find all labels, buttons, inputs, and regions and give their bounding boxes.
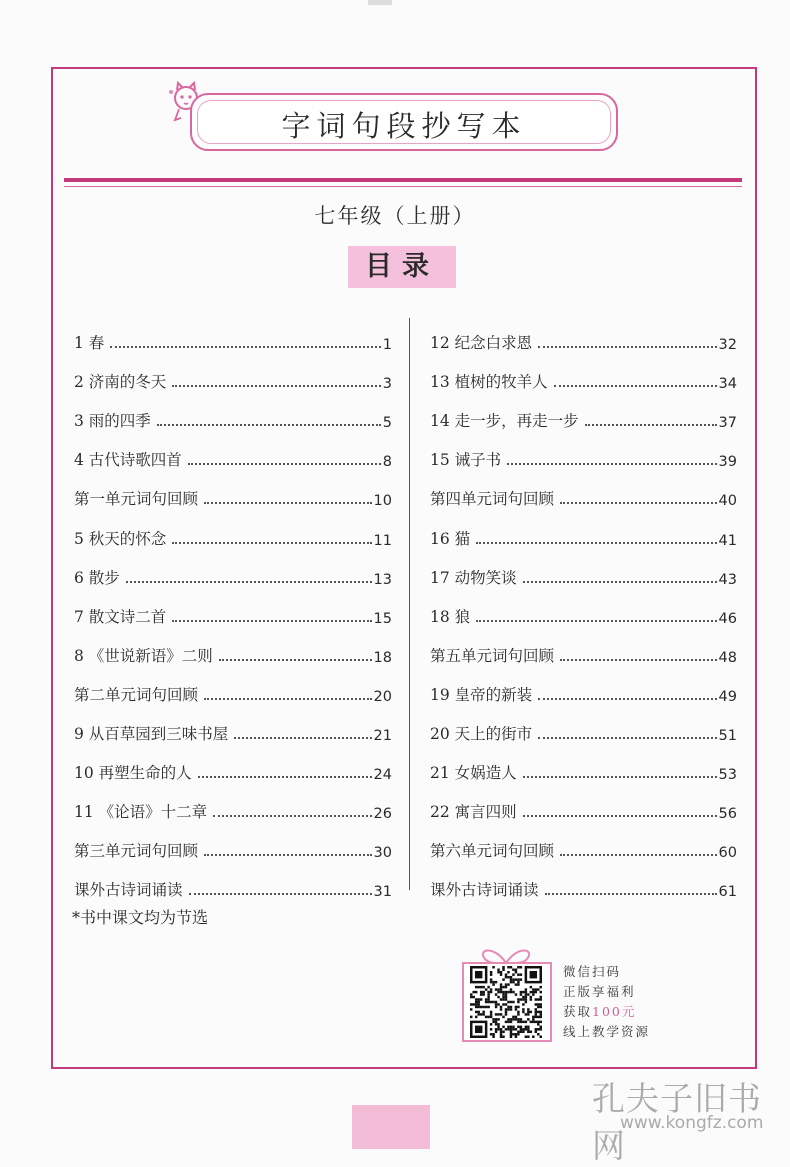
- toc-entry-leader: [110, 346, 380, 348]
- toc-entry-page: 37: [718, 415, 737, 432]
- toc-entry-title: 6 散步: [74, 568, 120, 587]
- toc-entry-title: 第一单元词句回顾: [74, 490, 199, 509]
- toc-entry-page: 18: [373, 649, 392, 666]
- toc-entry-page: 31: [373, 884, 392, 901]
- promo-line-4: 线上教学资源: [563, 1024, 651, 1039]
- promo-line-3: [563, 1002, 650, 1022]
- toc-entry-title: 21 女娲造人: [430, 764, 517, 783]
- toc-entry-leader: [213, 815, 371, 817]
- toc-entry-leader: [585, 424, 717, 426]
- toc-entry: [74, 318, 392, 357]
- toc-entry-leader: [507, 463, 716, 465]
- toc-entry: [74, 787, 392, 826]
- toc-entry-leader: [545, 893, 717, 895]
- toc-entry: [430, 748, 737, 787]
- toc-entry-title: 22 寓言四则: [430, 803, 517, 822]
- toc-entry-page: 20: [373, 688, 392, 705]
- toc-entry-page: 11: [373, 532, 392, 549]
- toc-entry-leader: [560, 659, 717, 661]
- toc-entry: [430, 396, 737, 435]
- toc-entry-page: 49: [718, 688, 737, 705]
- toc-entry: [430, 474, 737, 513]
- toc-entry: [430, 553, 737, 592]
- toc-entry-page: 1: [382, 337, 392, 354]
- top-edge-mark: [368, 0, 392, 5]
- toc-entry: [430, 357, 737, 396]
- toc-entry-leader: [204, 502, 372, 504]
- toc-entry-title: 7 散文诗二首: [74, 607, 167, 626]
- toc-entry-page: 43: [718, 571, 737, 588]
- toc-entry: [430, 513, 737, 552]
- toc-entry-title: 5 秋天的怀念: [74, 529, 167, 548]
- toc-entry-page: 61: [718, 884, 737, 901]
- toc-entry-leader: [523, 815, 717, 817]
- toc-entry: [74, 474, 392, 513]
- toc-entry-leader: [523, 581, 717, 583]
- toc-entry: [74, 748, 392, 787]
- toc-entry-title: 课外古诗词诵读: [74, 881, 183, 900]
- toc-entry-leader: [204, 698, 372, 700]
- toc-entry-page: 53: [718, 767, 737, 784]
- book-title: 字词句段抄写本: [281, 109, 527, 143]
- toc-entry: [430, 787, 737, 826]
- toc-entry-title: 16 猫: [430, 529, 471, 548]
- toc-entry-leader: [538, 698, 716, 700]
- toc-entry-leader: [219, 659, 372, 661]
- promo-text: [563, 962, 650, 1042]
- toc-entry-page: 40: [718, 493, 737, 510]
- toc-entry-page: 3: [382, 376, 392, 393]
- toc-entry-title: 20 天上的街市: [430, 725, 533, 744]
- toc-entry-page: 60: [718, 845, 737, 862]
- toc-entry-title: 4 古代诗歌四首: [74, 451, 182, 470]
- toc-entry: [74, 631, 392, 670]
- toc-entry: [74, 553, 392, 592]
- toc-entry-leader: [157, 424, 381, 426]
- toc-entry: [74, 709, 392, 748]
- toc-entry-leader: [476, 620, 716, 622]
- toc-entry-leader: [172, 620, 371, 622]
- toc-entry: [430, 709, 737, 748]
- toc-entry-leader: [560, 502, 717, 504]
- toc-entry-title: 18 狼: [430, 607, 471, 626]
- toc-entry: [74, 670, 392, 709]
- toc-entry-title: 15 诫子书: [430, 451, 502, 470]
- toc-entry-page: 34: [718, 376, 737, 393]
- header-rule-thick: [64, 178, 742, 182]
- toc-entry-leader: [560, 854, 717, 856]
- toc-entry-page: 21: [373, 728, 392, 745]
- toc-entry-title: 19 皇帝的新装: [430, 685, 533, 704]
- toc-entry-title: 13 植树的牧羊人: [430, 373, 548, 392]
- header-rule-thin: [64, 186, 742, 187]
- toc-entry-page: 48: [718, 649, 737, 666]
- toc-entry-leader: [204, 854, 372, 856]
- toc-entry-title: 10 再塑生命的人: [74, 764, 192, 783]
- toc-entry-page: 39: [718, 454, 737, 471]
- toc-entry-leader: [523, 776, 717, 778]
- toc-entry-title: 1 春: [74, 334, 105, 353]
- toc-entry-leader: [198, 776, 372, 778]
- toc-entry-page: 51: [718, 728, 737, 745]
- toc-entry: [74, 396, 392, 435]
- toc-entry-title: 9 从百草园到三味书屋: [74, 725, 229, 744]
- excerpt-note: *书中课文均为节选: [72, 908, 209, 927]
- toc-entry: [430, 631, 737, 670]
- toc-entry: [430, 318, 737, 357]
- toc-column-divider: [409, 318, 410, 890]
- toc-entry-title: 14 走一步，再走一步: [430, 412, 579, 431]
- toc-entry-leader: [554, 385, 717, 387]
- toc-entry-title: 11 《论语》十二章: [74, 803, 208, 822]
- toc-heading: 目录: [348, 246, 456, 288]
- toc-entry: [74, 513, 392, 552]
- toc-entry-page: 13: [373, 571, 392, 588]
- toc-entry-page: 41: [718, 532, 737, 549]
- bottom-page-tab: [352, 1105, 430, 1149]
- watermark-url: www.kongfz.com: [620, 1113, 764, 1133]
- toc-entry-page: 5: [382, 415, 392, 432]
- toc-entry: [430, 865, 737, 904]
- toc-right-column: [430, 318, 737, 904]
- toc-entry: [430, 826, 737, 865]
- toc-entry-title: 第五单元词句回顾: [430, 646, 555, 665]
- toc-entry-page: 10: [373, 493, 392, 510]
- promo-line-1: 微信扫码: [563, 964, 622, 979]
- toc-entry: [74, 592, 392, 631]
- promo-line-3-prefix: 获取: [563, 1004, 593, 1019]
- toc-entry-title: 第四单元词句回顾: [430, 490, 555, 509]
- toc-entry-leader: [172, 542, 371, 544]
- toc-entry-page: 15: [373, 610, 392, 627]
- toc-entry-page: 56: [718, 806, 737, 823]
- toc-entry-leader: [172, 385, 380, 387]
- toc-entry-title: 17 动物笑谈: [430, 568, 517, 587]
- toc-entry: [430, 670, 737, 709]
- watermark-text: 孔夫子旧书网: [592, 1079, 762, 1165]
- toc-entry-page: 24: [373, 767, 392, 784]
- toc-entry: [430, 435, 737, 474]
- toc-entry-title: 第二单元词句回顾: [74, 685, 199, 704]
- toc-left-column: [74, 318, 392, 904]
- toc-entry-title: 8 《世说新语》二则: [74, 646, 213, 665]
- toc-entry-leader: [188, 463, 381, 465]
- grade-subtitle: 七年级（上册）: [314, 204, 476, 228]
- toc-entry-title: 2 济南的冬天: [74, 373, 167, 392]
- toc-entry-leader: [189, 893, 372, 895]
- toc-entry-title: 课外古诗词诵读: [430, 881, 539, 900]
- toc-entry: [430, 592, 737, 631]
- toc-entry-leader: [234, 737, 371, 739]
- toc-entry-title: 第六单元词句回顾: [430, 842, 555, 861]
- title-banner: [190, 93, 618, 151]
- promo-highlight: 100元: [592, 1004, 637, 1019]
- toc-entry-leader: [126, 581, 372, 583]
- promo-line-2: 正版享福利: [563, 984, 636, 999]
- toc-entry-page: 8: [382, 454, 392, 471]
- qr-code-icon[interactable]: [470, 966, 542, 1038]
- toc-entry-title: 12 纪念白求恩: [430, 334, 533, 353]
- toc-entry-page: 32: [718, 337, 737, 354]
- toc-entry-leader: [538, 737, 716, 739]
- toc-entry-page: 30: [373, 845, 392, 862]
- toc-entry-leader: [476, 542, 716, 544]
- toc-entry-leader: [538, 346, 716, 348]
- toc-entry-page: 26: [373, 806, 392, 823]
- toc-entry: [74, 865, 392, 904]
- toc-entry: [74, 357, 392, 396]
- toc-entry: [74, 826, 392, 865]
- toc-entry-page: 46: [718, 610, 737, 627]
- toc-entry-title: 3 雨的四季: [74, 412, 151, 431]
- toc-entry: [74, 435, 392, 474]
- toc-entry-title: 第三单元词句回顾: [74, 842, 199, 861]
